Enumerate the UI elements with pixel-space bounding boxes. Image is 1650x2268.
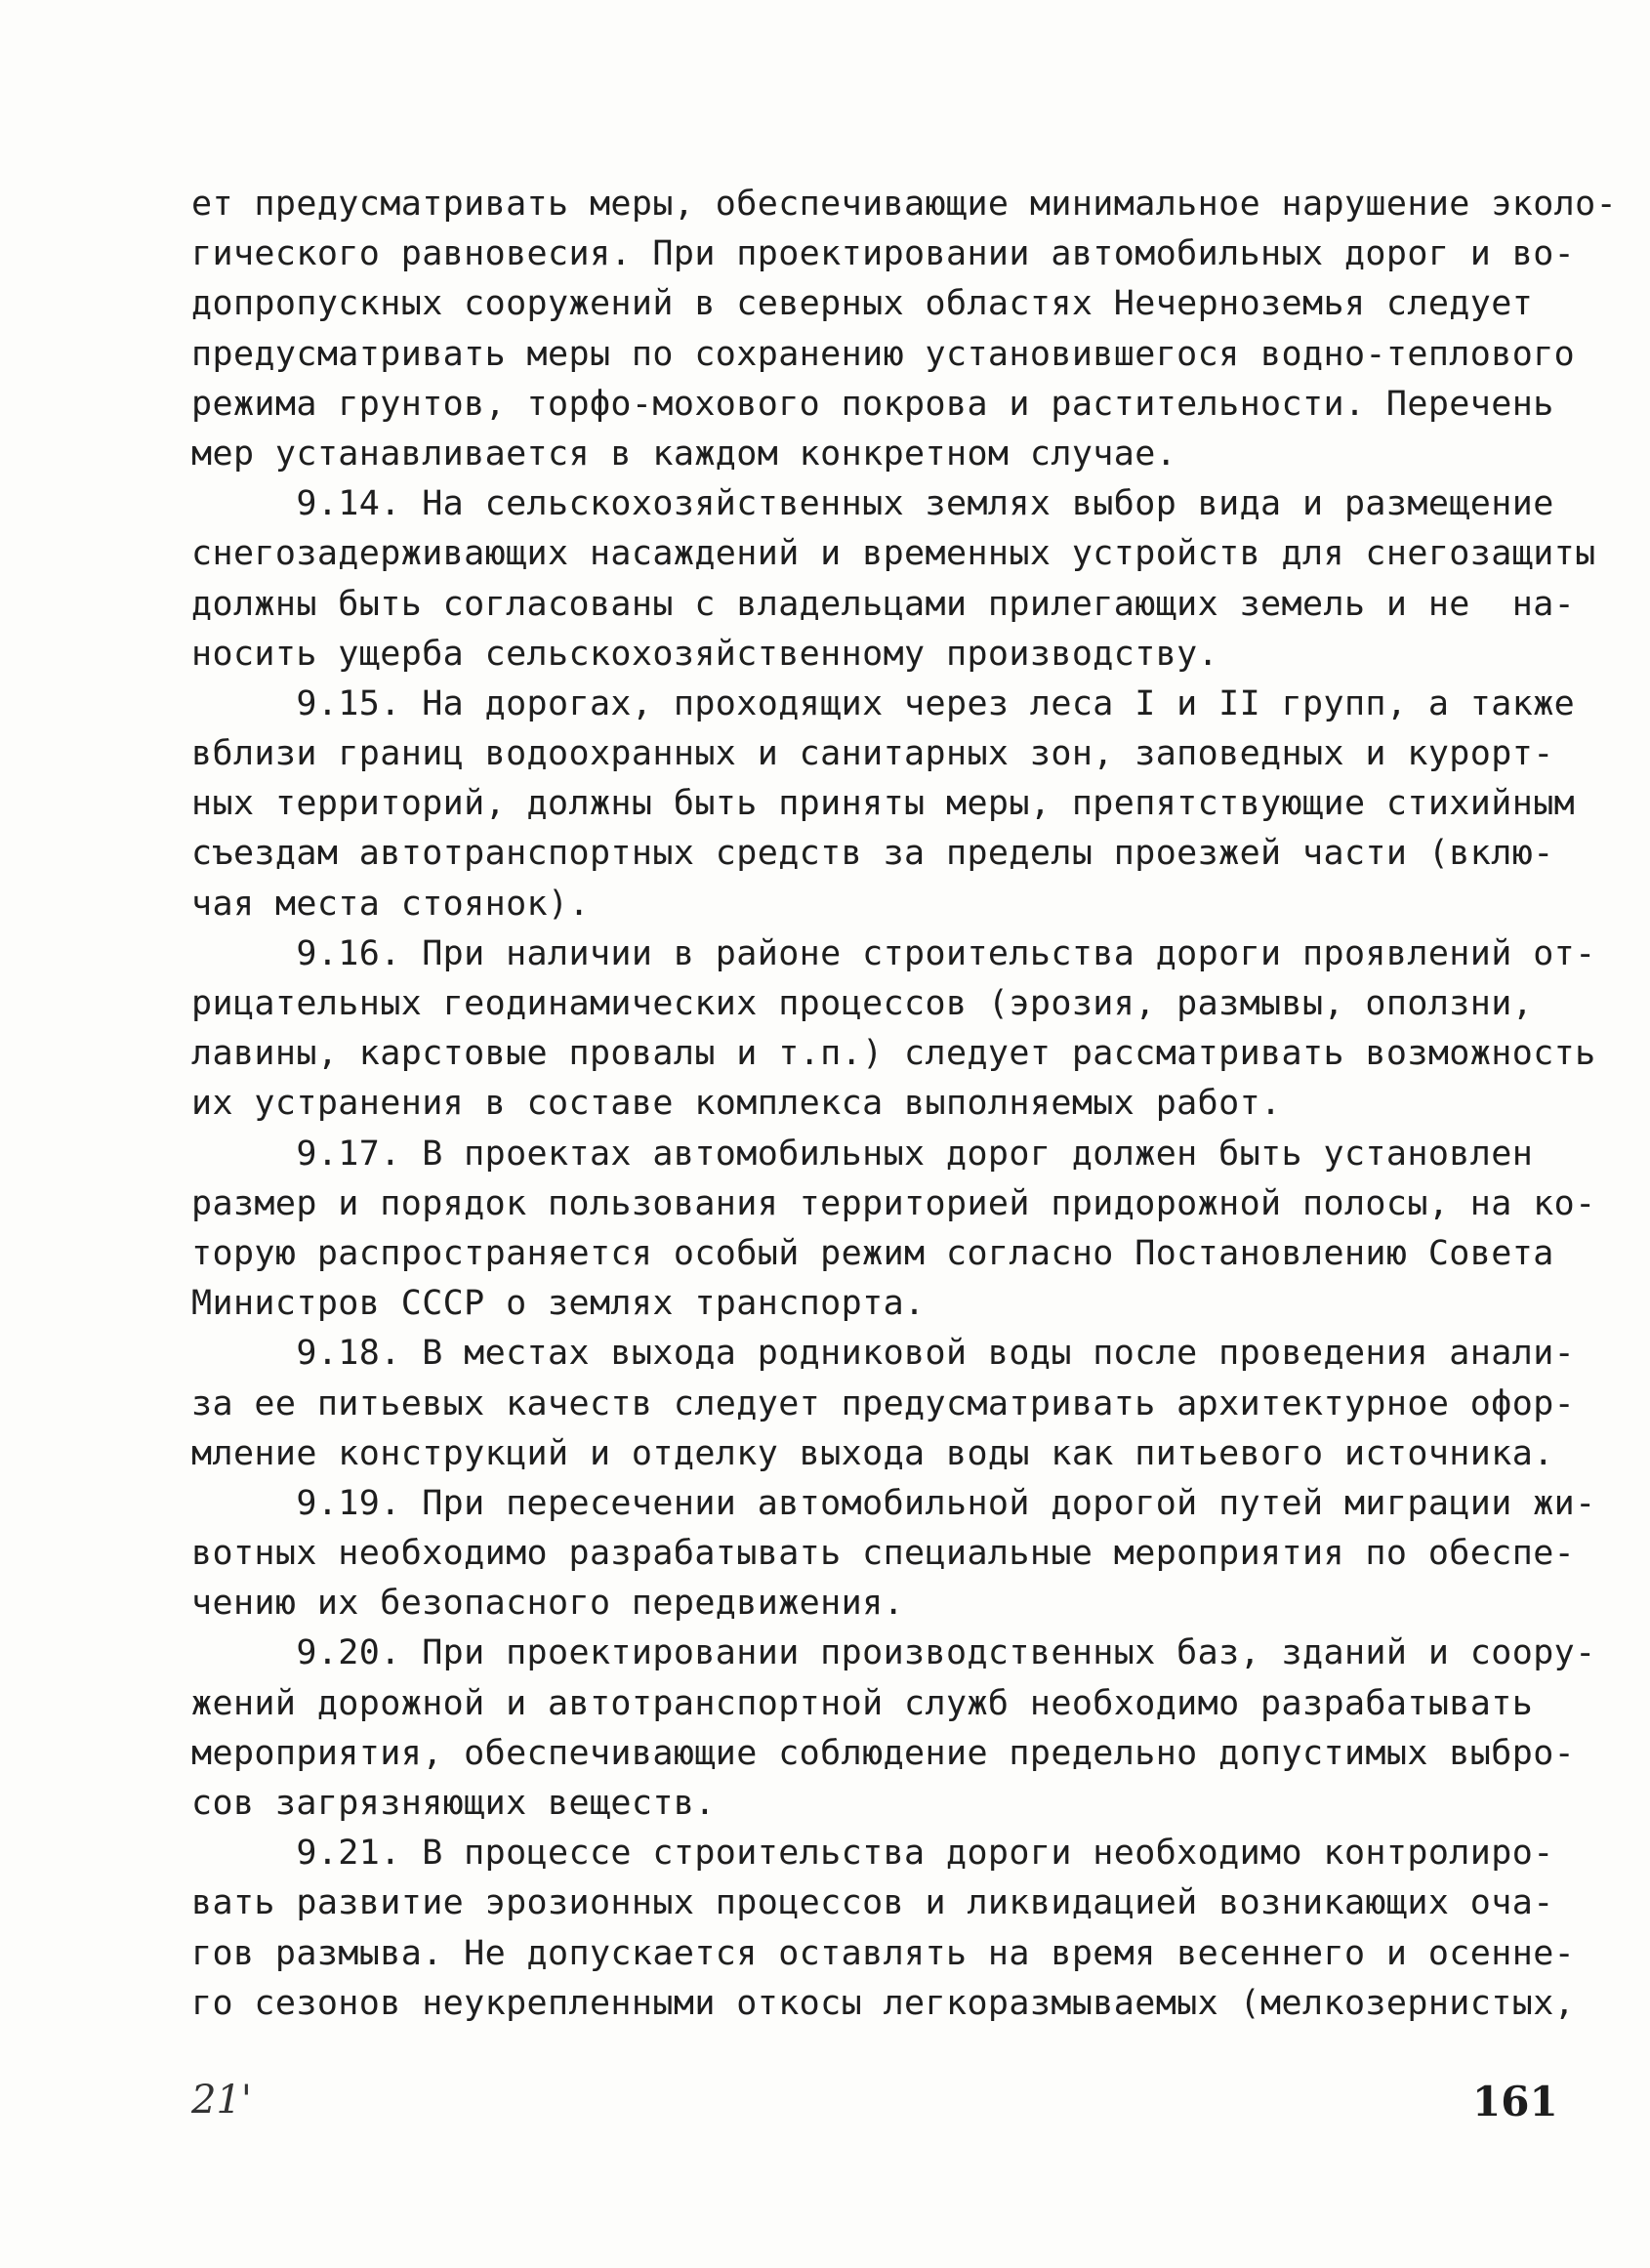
text-line: 9.17. В проектах автомобильных дорог должен быть установлен [191,1134,1534,1174]
text-line: 9.18. В местах выхода родниковой воды после проведения анали- [191,1334,1576,1374]
text-line: 9.20. При проектировании производственных баз, зданий и соору- [191,1633,1596,1673]
text-line: вать развитие эрозионных процессов и ликвидацией возникающих оча- [191,1883,1554,1923]
text-line: за ее питьевых качеств следует предусматривать архитектурное офор- [191,1383,1576,1423]
footer-handwritten-mark: 21' [191,2078,252,2123]
text-line: мер устанавливается в каждом конкретном случае. [191,433,1177,474]
text-line: размер и порядок пользования территорией придорожной полосы, на ко- [191,1183,1596,1223]
text-line: 9.14. На сельскохозяйственных землях выбор вида и размещение [191,484,1554,524]
text-line: режима грунтов, торфо-мохового покрова и растительности. Перечень [191,384,1554,424]
text-line: 9.21. В процессе строительства дороги необходимо контролиро- [191,1834,1554,1874]
text-line: чению их безопасного передвижения. [191,1584,905,1624]
text-line: жений дорожной и автотранспортной служб необходимо разрабатывать [191,1683,1534,1723]
body-text [191,180,1618,2029]
text-line: 9.16. При наличии в районе строительства дороги проявлений от- [191,933,1596,973]
text-line: гического равновесия. При проектировании автомобильных дорог и во- [191,234,1576,274]
text-line: лавины, карстовые провалы и т.п.) следует рассматривать возможность [191,1034,1596,1074]
text-line: мероприятия, обеспечивающие соблюдение предельно допустимых выбро- [191,1733,1576,1773]
text-line: гов размыва. Не допускается оставлять на время весеннего и осенне- [191,1933,1576,1973]
page-number: 161 [1472,2078,1558,2125]
text-line: Министров СССР о землях транспорта. [191,1284,926,1324]
text-line: должны быть согласованы с владельцами прилегающих земель и не на- [191,584,1576,624]
text-line: вотных необходимо разрабатывать специальные мероприятия по обеспе- [191,1534,1576,1574]
text-line: носить ущерба сельскохозяйственному производству. [191,634,1219,674]
text-line: съездам автотранспортных средств за пределы проезжей части (вклю- [191,834,1554,874]
text-line: вблизи границ водоохранных и санитарных зон, заповедных и курорт- [191,734,1554,774]
text-line: чая места стоянок). [191,884,590,924]
text-line: 9.19. При пересечении автомобильной дорогой путей миграции жи- [191,1483,1596,1523]
text-line: снегозадерживающих насаждений и временных устройств для снегозащиты [191,534,1596,574]
text-line: 9.15. На дорогах, проходящих через леса I и II групп, а также [191,683,1576,723]
text-line: ет предусматривать меры, обеспечивающие минимальное нарушение эколо- [191,185,1618,224]
text-line: допропускных сооружений в северных областях Нечерноземья следует [191,284,1534,324]
text-line: мление конструкций и отделку выхода воды как питьевого источника. [191,1433,1554,1473]
text-line: рицательных геодинамических процессов (эрозия, размывы, оползни, [191,984,1534,1023]
text-line: го сезонов неукрепленными откосы легкоразмываемых (мелкозернистых, [191,1983,1576,2023]
text-line: предусматривать меры по сохранению установившегося водно-теплового [191,334,1576,374]
text-line: ных территорий, должны быть приняты меры, препятствующие стихийным [191,784,1576,824]
text-line: их устранения в составе комплекса выполняемых работ. [191,1084,1282,1124]
text-line: торую распространяется особый режим согласно Постановлению Совета [191,1233,1554,1273]
text-line: сов загрязняющих веществ. [191,1784,716,1823]
